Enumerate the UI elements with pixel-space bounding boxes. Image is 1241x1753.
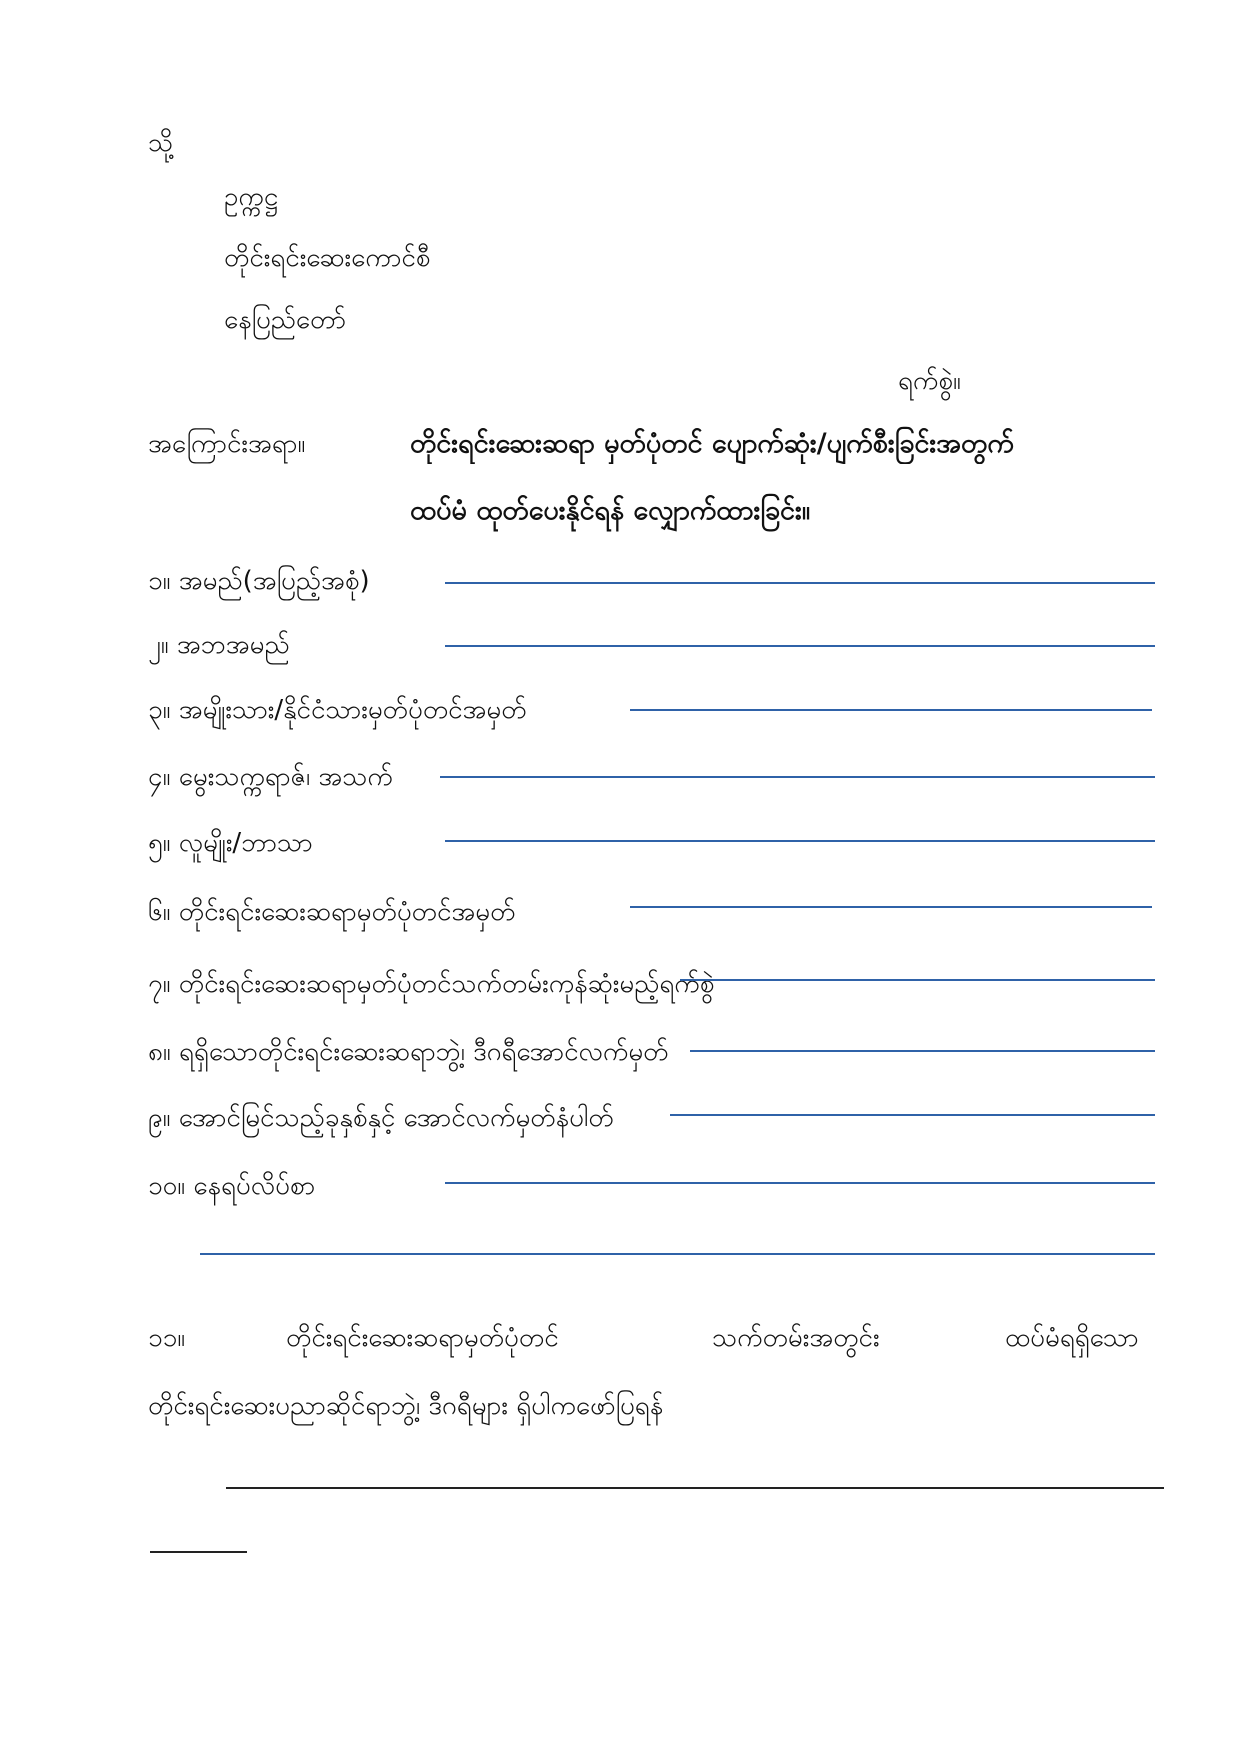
field-7-label: ၇။ တိုင်းရင်းဆေးဆရာမှတ်ပုံတင်သက်တမ်းကုန်ဆုံးမည့်ရက်စွဲ <box>148 969 715 999</box>
field-9-line[interactable] <box>670 1114 1155 1116</box>
item-11-number: ၁၁။ <box>148 1323 186 1353</box>
field-4-label: ၄။ မွေးသက္ကရာဇ်၊ အသက် <box>148 762 393 792</box>
field-3-label: ၃။ အမျိုးသား/နိုင်ငံသားမှတ်ပုံတင်အမှတ် <box>148 695 527 725</box>
field-8-line[interactable] <box>690 1050 1155 1052</box>
item-11-answer-line[interactable] <box>226 1487 1164 1489</box>
field-2-line[interactable] <box>445 645 1155 647</box>
field-6-line[interactable] <box>630 906 1152 908</box>
field-9-label: ၉။ အောင်မြင်သည့်ခုနှစ်နှင့် အောင်လက်မှတ်နံပါတ် <box>148 1103 614 1133</box>
item-11-part-2: သက်တမ်းအတွင်း <box>712 1323 880 1353</box>
field-8-label: ၈။ ရရှိသောတိုင်းရင်းဆေးဆရာဘွဲ့၊ ဒီဂရီအောင်လက်မှတ် <box>148 1037 669 1067</box>
field-3-line[interactable] <box>630 709 1152 711</box>
field-7-line[interactable] <box>680 979 1155 981</box>
field-2-label: ၂။ အဘအမည် <box>148 630 290 660</box>
subject-line-2: ထပ်မံ ထုတ်ပေးနိုင်ရန် လျှောက်ထားခြင်း။ <box>410 495 811 526</box>
recipient-city: နေပြည်တော် <box>224 305 347 335</box>
recipient-to: သို့ <box>148 128 174 158</box>
field-10-label: ၁၀။ နေရပ်လိပ်စာ <box>148 1171 316 1201</box>
field-10-line[interactable] <box>445 1182 1155 1184</box>
item-11-answer-line-short[interactable] <box>150 1551 247 1553</box>
date-label: ရက်စွဲ။ <box>898 366 961 396</box>
subject-line-1: တိုင်းရင်းဆေးဆရာ မှတ်ပုံတင် ပျောက်ဆုံး/ပျက်စီးခြင်းအတွက် <box>410 428 1014 459</box>
field-6-label: ၆။ တိုင်းရင်းဆေးဆရာမှတ်ပုံတင်အမှတ် <box>148 897 516 927</box>
field-10-continuation-line[interactable] <box>200 1253 1155 1255</box>
field-4-line[interactable] <box>440 776 1155 778</box>
recipient-title: ဥက္ကဋ္ဌ <box>224 182 278 212</box>
field-1-line[interactable] <box>445 582 1155 584</box>
field-5-line[interactable] <box>445 840 1155 842</box>
item-11-part-1: တိုင်းရင်းဆေးဆရာမှတ်ပုံတင် <box>286 1323 559 1353</box>
field-1-label: ၁။ အမည်(အပြည့်အစုံ) <box>148 566 370 596</box>
recipient-organization: တိုင်းရင်းဆေးကောင်စီ <box>224 243 431 273</box>
field-5-label: ၅။ လူမျိုး/ဘာသာ <box>148 828 313 858</box>
item-11-part-3: ထပ်မံရရှိသော <box>1005 1323 1139 1353</box>
item-11-line-2: တိုင်းရင်းဆေးပညာဆိုင်ရာဘွဲ့၊ ဒီဂရီများ ရှိပါကဖော်ပြရန် <box>148 1391 664 1421</box>
subject-label: အကြောင်းအရာ။ <box>148 429 306 459</box>
